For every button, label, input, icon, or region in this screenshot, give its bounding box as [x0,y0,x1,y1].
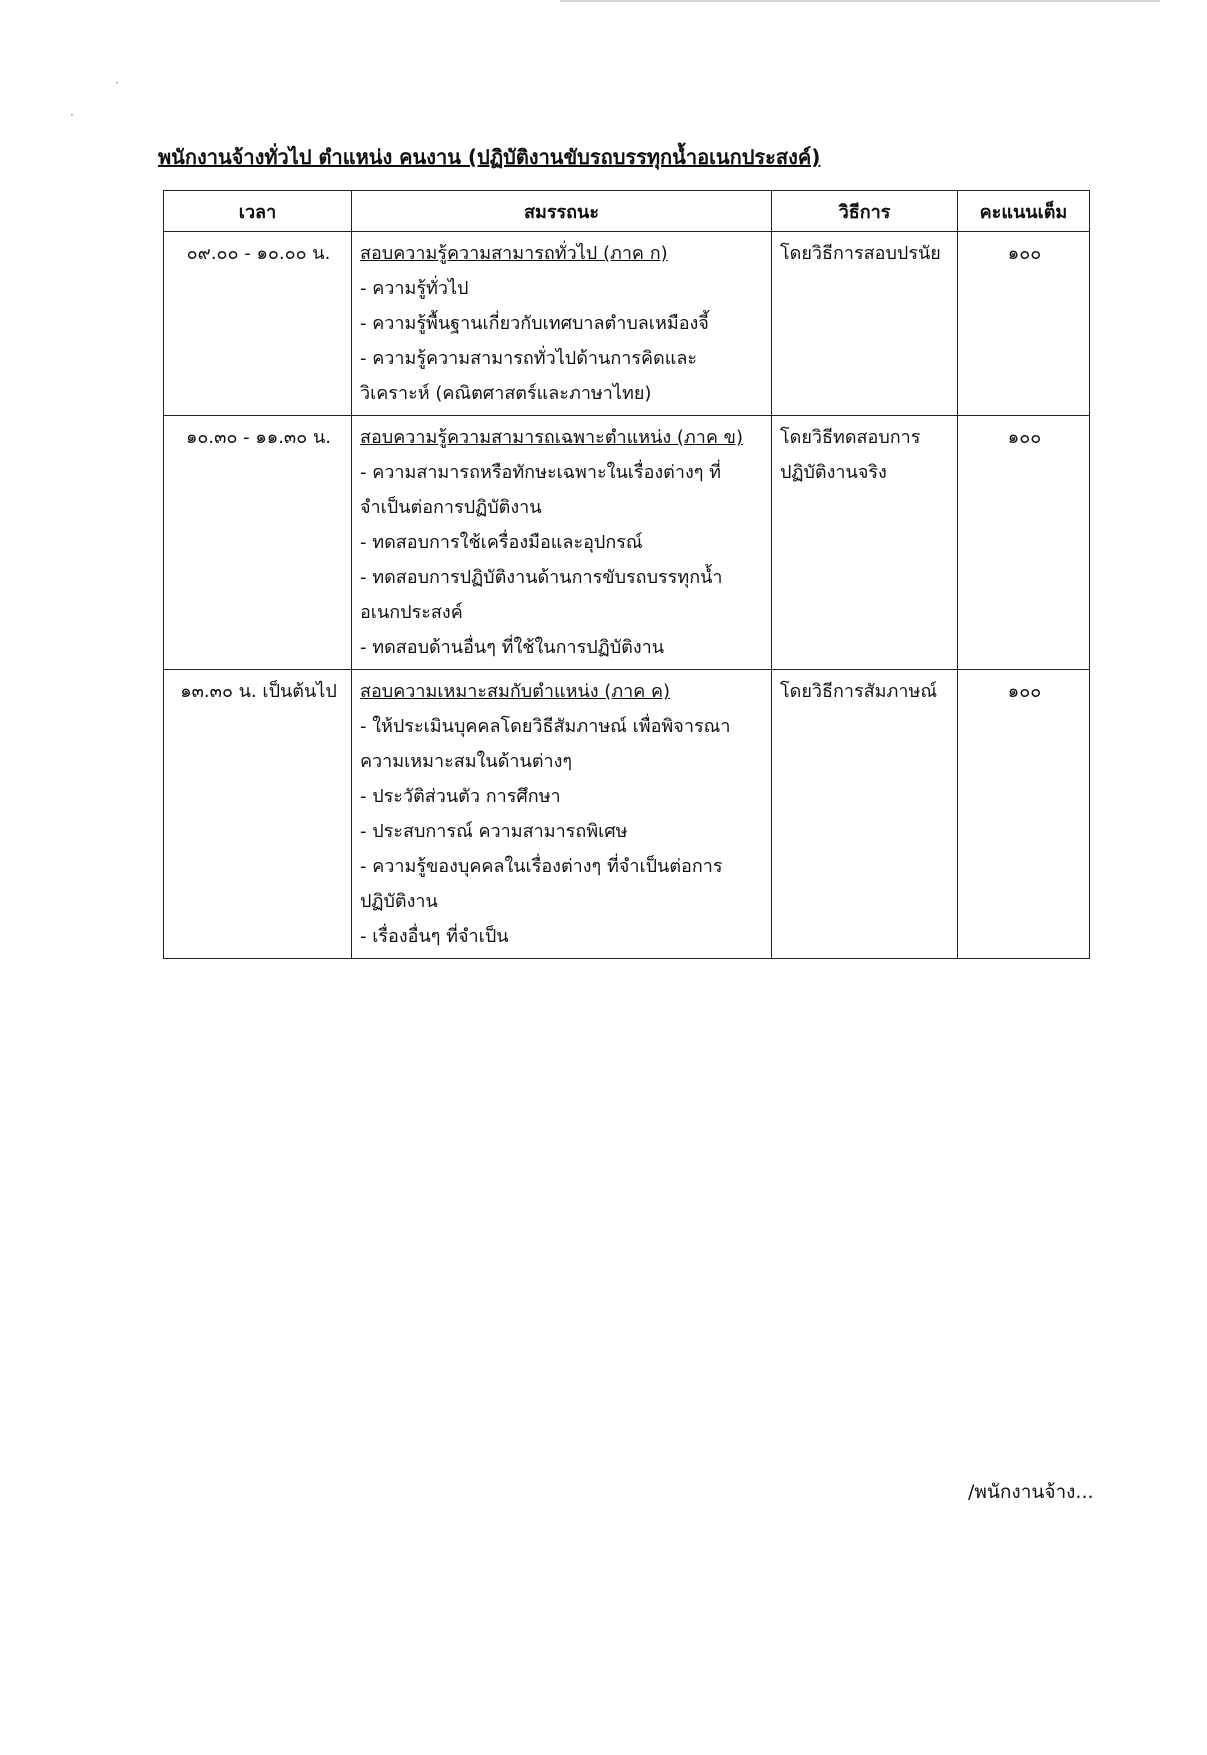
table-row [164,670,1090,959]
header-method: วิธีการ [772,191,958,232]
competency-item: - ความรู้ทั่วไป [360,278,469,299]
competency-item: - ทดสอบการใช้เครื่องมือและอุปกรณ์ [360,532,643,553]
competency-item: - เรื่องอื่นๆ ที่จำเป็น [360,926,509,947]
competency-item: - ความสามารถหรือทักษะเฉพาะในเรื่องต่างๆ ที่จำเป็นต่อการปฏิบัติงาน [360,462,722,518]
time-cell: ๑๓.๓๐ น. เป็นต้นไป [164,670,352,959]
competency-item: - ทดสอบการปฏิบัติงานด้านการขับรถบรรทุกน้ำอเนกประสงค์ [360,567,723,623]
competency-item: - ประวัติส่วนตัว การศึกษา [360,786,561,807]
table-row [164,416,1090,670]
competency-title: สอบความรู้ความสามารถเฉพาะตำแหน่ง (ภาค ข) [360,427,743,448]
exam-schedule-table [163,190,1090,959]
competency-item: - ให้ประเมินบุคคลโดยวิธีสัมภาษณ์ เพื่อพิจารณาความเหมาะสมในด้านต่างๆ [360,716,731,772]
competency-title: สอบความเหมาะสมกับตำแหน่ง (ภาค ค) [360,681,671,702]
scan-speck: · [115,76,119,90]
competency-item: - ทดสอบด้านอื่นๆ ที่ใช้ในการปฏิบัติงาน [360,637,665,658]
continuation-note: /พนักงานจ้าง... [968,1481,1094,1503]
competency-cell [352,416,772,670]
table-header-row [164,191,1090,232]
competency-item: - ความรู้ความสามารถทั่วไปด้านการคิดและวิเคราะห์ (คณิตศาสตร์และภาษาไทย) [360,348,698,404]
time-cell: ๑๐.๓๐ - ๑๑.๓๐ น. [164,416,352,670]
scan-edge-line [560,0,1160,2]
method-cell: โดยวิธีการสอบปรนัย [772,232,958,416]
score-cell: ๑๐๐ [958,232,1090,416]
header-full-score: คะแนนเต็ม [958,191,1090,232]
competency-cell [352,670,772,959]
competency-cell [352,232,772,416]
score-cell: ๑๐๐ [958,416,1090,670]
method-cell: โดยวิธีทดสอบการปฏิบัติงานจริง [772,416,958,670]
scan-speck: · [70,108,74,122]
time-cell: ๐๙.๐๐ - ๑๐.๐๐ น. [164,232,352,416]
competency-item: - ประสบการณ์ ความสามารถพิเศษ [360,821,628,842]
method-cell: โดยวิธีการสัมภาษณ์ [772,670,958,959]
document-title: พนักงานจ้างทั่วไป ตำแหน่ง คนงาน (ปฏิบัติงานขับรถบรรทุกน้ำอเนกประสงค์) [158,145,821,169]
table-row [164,232,1090,416]
score-cell: ๑๐๐ [958,670,1090,959]
header-competency: สมรรถนะ [352,191,772,232]
competency-item: - ความรู้พื้นฐานเกี่ยวกับเทศบาลตำบลเหมืองจี้ [360,313,709,334]
competency-item: - ความรู้ของบุคคลในเรื่องต่างๆ ที่จำเป็นต่อการปฏิบัติงาน [360,856,723,912]
header-time: เวลา [164,191,352,232]
competency-title: สอบความรู้ความสามารถทั่วไป (ภาค ก) [360,243,668,264]
